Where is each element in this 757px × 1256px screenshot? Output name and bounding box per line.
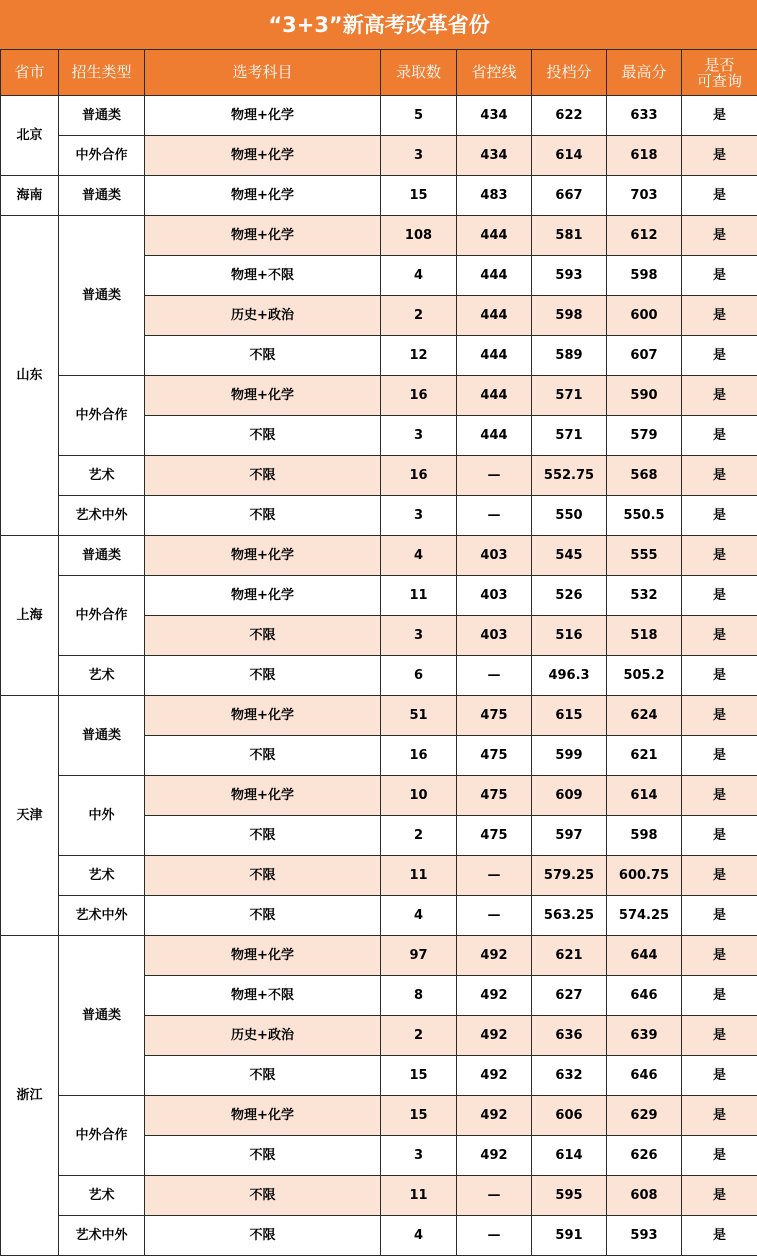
filing-score-cell: 595 xyxy=(532,1176,607,1216)
category-cell: 中外合作 xyxy=(59,376,145,456)
filing-score-cell: 552.75 xyxy=(532,456,607,496)
filing-score-cell: 591 xyxy=(532,1216,607,1256)
queryable-cell: 是 xyxy=(682,816,757,856)
filing-score-cell: 496.3 xyxy=(532,656,607,696)
control-line-cell: — xyxy=(457,1216,532,1256)
count-cell: 6 xyxy=(381,656,457,696)
category-cell: 普通类 xyxy=(59,96,145,136)
control-line-cell: 403 xyxy=(457,536,532,576)
count-cell: 2 xyxy=(381,1016,457,1056)
count-cell: 3 xyxy=(381,136,457,176)
queryable-cell: 是 xyxy=(682,496,757,536)
max-score-cell: 600.75 xyxy=(607,856,682,896)
category-cell: 艺术中外 xyxy=(59,896,145,936)
table-row xyxy=(1,776,757,816)
table-row xyxy=(1,376,757,416)
count-cell: 11 xyxy=(381,856,457,896)
count-cell: 97 xyxy=(381,936,457,976)
table-row xyxy=(1,216,757,256)
count-cell: 16 xyxy=(381,376,457,416)
filing-score-cell: 571 xyxy=(532,376,607,416)
control-line-cell: 444 xyxy=(457,336,532,376)
control-line-cell: 444 xyxy=(457,376,532,416)
count-cell: 15 xyxy=(381,176,457,216)
count-cell: 10 xyxy=(381,776,457,816)
category-cell: 艺术 xyxy=(59,456,145,496)
control-line-cell: 492 xyxy=(457,936,532,976)
max-score-cell: 532 xyxy=(607,576,682,616)
subject-cell: 不限 xyxy=(145,1176,381,1216)
control-line-cell: — xyxy=(457,856,532,896)
subject-cell: 不限 xyxy=(145,496,381,536)
max-score-cell: 626 xyxy=(607,1136,682,1176)
max-score-cell: 644 xyxy=(607,936,682,976)
control-line-cell: 444 xyxy=(457,216,532,256)
count-cell: 2 xyxy=(381,816,457,856)
control-line-cell: 444 xyxy=(457,416,532,456)
max-score-cell: 550.5 xyxy=(607,496,682,536)
subject-cell: 物理+化学 xyxy=(145,376,381,416)
category-cell: 普通类 xyxy=(59,696,145,776)
category-cell: 艺术 xyxy=(59,856,145,896)
max-score-cell: 633 xyxy=(607,96,682,136)
subject-cell: 物理+化学 xyxy=(145,136,381,176)
queryable-cell: 是 xyxy=(682,256,757,296)
count-cell: 108 xyxy=(381,216,457,256)
control-line-cell: 492 xyxy=(457,1096,532,1136)
column-header: 是否 可查询 xyxy=(682,50,757,96)
control-line-cell: 434 xyxy=(457,136,532,176)
table-row xyxy=(1,456,757,496)
table-row xyxy=(1,656,757,696)
category-cell: 普通类 xyxy=(59,216,145,376)
queryable-cell: 是 xyxy=(682,1096,757,1136)
table-row xyxy=(1,696,757,736)
control-line-cell: 444 xyxy=(457,256,532,296)
queryable-cell: 是 xyxy=(682,656,757,696)
max-score-cell: 621 xyxy=(607,736,682,776)
table-row xyxy=(1,896,757,936)
control-line-cell: 492 xyxy=(457,1136,532,1176)
queryable-cell: 是 xyxy=(682,616,757,656)
control-line-cell: 434 xyxy=(457,96,532,136)
control-line-cell: — xyxy=(457,496,532,536)
subject-cell: 不限 xyxy=(145,416,381,456)
table-row xyxy=(1,1216,757,1256)
category-cell: 普通类 xyxy=(59,936,145,1096)
count-cell: 16 xyxy=(381,736,457,776)
count-cell: 3 xyxy=(381,416,457,456)
queryable-cell: 是 xyxy=(682,376,757,416)
max-score-cell: 624 xyxy=(607,696,682,736)
subject-cell: 物理+化学 xyxy=(145,216,381,256)
filing-score-cell: 581 xyxy=(532,216,607,256)
province-cell: 山东 xyxy=(1,216,59,536)
subject-cell: 物理+化学 xyxy=(145,576,381,616)
count-cell: 2 xyxy=(381,296,457,336)
control-line-cell: 403 xyxy=(457,616,532,656)
max-score-cell: 607 xyxy=(607,336,682,376)
queryable-cell: 是 xyxy=(682,776,757,816)
queryable-cell: 是 xyxy=(682,1176,757,1216)
filing-score-cell: 550 xyxy=(532,496,607,536)
queryable-cell: 是 xyxy=(682,456,757,496)
filing-score-cell: 614 xyxy=(532,1136,607,1176)
filing-score-cell: 636 xyxy=(532,1016,607,1056)
column-header: 投档分 xyxy=(532,50,607,96)
count-cell: 3 xyxy=(381,496,457,536)
table-row xyxy=(1,936,757,976)
queryable-cell: 是 xyxy=(682,856,757,896)
queryable-cell: 是 xyxy=(682,1056,757,1096)
category-cell: 中外合作 xyxy=(59,1096,145,1176)
max-score-cell: 629 xyxy=(607,1096,682,1136)
queryable-cell: 是 xyxy=(682,1136,757,1176)
category-cell: 普通类 xyxy=(59,536,145,576)
table-row xyxy=(1,856,757,896)
filing-score-cell: 621 xyxy=(532,936,607,976)
queryable-cell: 是 xyxy=(682,1216,757,1256)
max-score-cell: 598 xyxy=(607,256,682,296)
count-cell: 8 xyxy=(381,976,457,1016)
subject-cell: 历史+政治 xyxy=(145,1016,381,1056)
subject-cell: 不限 xyxy=(145,816,381,856)
subject-cell: 物理+化学 xyxy=(145,776,381,816)
max-score-cell: 579 xyxy=(607,416,682,456)
category-cell: 艺术中外 xyxy=(59,1216,145,1256)
category-cell: 艺术 xyxy=(59,656,145,696)
queryable-cell: 是 xyxy=(682,336,757,376)
table-row xyxy=(1,1096,757,1136)
subject-cell: 不限 xyxy=(145,1056,381,1096)
filing-score-cell: 622 xyxy=(532,96,607,136)
queryable-cell: 是 xyxy=(682,176,757,216)
category-cell: 中外合作 xyxy=(59,576,145,656)
province-cell: 上海 xyxy=(1,536,59,696)
subject-cell: 历史+政治 xyxy=(145,296,381,336)
filing-score-cell: 571 xyxy=(532,416,607,456)
filing-score-cell: 598 xyxy=(532,296,607,336)
control-line-cell: 483 xyxy=(457,176,532,216)
subject-cell: 物理+化学 xyxy=(145,696,381,736)
column-header: 招生类型 xyxy=(59,50,145,96)
count-cell: 15 xyxy=(381,1096,457,1136)
queryable-cell: 是 xyxy=(682,296,757,336)
subject-cell: 物理+化学 xyxy=(145,96,381,136)
category-cell: 艺术 xyxy=(59,1176,145,1216)
control-line-cell: — xyxy=(457,456,532,496)
queryable-cell: 是 xyxy=(682,896,757,936)
category-cell: 中外合作 xyxy=(59,136,145,176)
table-row xyxy=(1,576,757,616)
filing-score-cell: 579.25 xyxy=(532,856,607,896)
filing-score-cell: 545 xyxy=(532,536,607,576)
queryable-cell: 是 xyxy=(682,136,757,176)
subject-cell: 物理+化学 xyxy=(145,536,381,576)
table-row xyxy=(1,1176,757,1216)
max-score-cell: 598 xyxy=(607,816,682,856)
subject-cell: 不限 xyxy=(145,616,381,656)
category-cell: 普通类 xyxy=(59,176,145,216)
control-line-cell: 492 xyxy=(457,1016,532,1056)
queryable-cell: 是 xyxy=(682,936,757,976)
count-cell: 15 xyxy=(381,1056,457,1096)
header-row xyxy=(1,50,757,96)
count-cell: 3 xyxy=(381,1136,457,1176)
filing-score-cell: 589 xyxy=(532,336,607,376)
filing-score-cell: 609 xyxy=(532,776,607,816)
max-score-cell: 505.2 xyxy=(607,656,682,696)
count-cell: 4 xyxy=(381,536,457,576)
max-score-cell: 574.25 xyxy=(607,896,682,936)
count-cell: 12 xyxy=(381,336,457,376)
table-row xyxy=(1,176,757,216)
count-cell: 11 xyxy=(381,576,457,616)
subject-cell: 不限 xyxy=(145,1216,381,1256)
subject-cell: 物理+化学 xyxy=(145,176,381,216)
control-line-cell: — xyxy=(457,656,532,696)
filing-score-cell: 627 xyxy=(532,976,607,1016)
table-row xyxy=(1,136,757,176)
subject-cell: 不限 xyxy=(145,336,381,376)
table-row xyxy=(1,96,757,136)
filing-score-cell: 516 xyxy=(532,616,607,656)
max-score-cell: 646 xyxy=(607,1056,682,1096)
column-header: 录取数 xyxy=(381,50,457,96)
province-cell: 天津 xyxy=(1,696,59,936)
subject-cell: 物理+化学 xyxy=(145,936,381,976)
category-cell: 中外 xyxy=(59,776,145,856)
max-score-cell: 639 xyxy=(607,1016,682,1056)
max-score-cell: 646 xyxy=(607,976,682,1016)
control-line-cell: — xyxy=(457,1176,532,1216)
control-line-cell: 403 xyxy=(457,576,532,616)
count-cell: 3 xyxy=(381,616,457,656)
column-header: 省控线 xyxy=(457,50,532,96)
count-cell: 16 xyxy=(381,456,457,496)
filing-score-cell: 597 xyxy=(532,816,607,856)
queryable-cell: 是 xyxy=(682,736,757,776)
control-line-cell: 475 xyxy=(457,696,532,736)
subject-cell: 不限 xyxy=(145,656,381,696)
control-line-cell: 492 xyxy=(457,976,532,1016)
queryable-cell: 是 xyxy=(682,416,757,456)
queryable-cell: 是 xyxy=(682,976,757,1016)
filing-score-cell: 593 xyxy=(532,256,607,296)
max-score-cell: 518 xyxy=(607,616,682,656)
province-cell: 浙江 xyxy=(1,936,59,1256)
filing-score-cell: 599 xyxy=(532,736,607,776)
column-header: 最高分 xyxy=(607,50,682,96)
filing-score-cell: 614 xyxy=(532,136,607,176)
queryable-cell: 是 xyxy=(682,216,757,256)
control-line-cell: 444 xyxy=(457,296,532,336)
control-line-cell: 475 xyxy=(457,816,532,856)
queryable-cell: 是 xyxy=(682,536,757,576)
subject-cell: 不限 xyxy=(145,1136,381,1176)
column-header: 省市 xyxy=(1,50,59,96)
filing-score-cell: 615 xyxy=(532,696,607,736)
max-score-cell: 568 xyxy=(607,456,682,496)
filing-score-cell: 606 xyxy=(532,1096,607,1136)
subject-cell: 不限 xyxy=(145,736,381,776)
count-cell: 4 xyxy=(381,896,457,936)
max-score-cell: 600 xyxy=(607,296,682,336)
control-line-cell: 475 xyxy=(457,736,532,776)
table-row xyxy=(1,536,757,576)
queryable-cell: 是 xyxy=(682,696,757,736)
province-cell: 北京 xyxy=(1,96,59,176)
count-cell: 51 xyxy=(381,696,457,736)
queryable-cell: 是 xyxy=(682,576,757,616)
max-score-cell: 618 xyxy=(607,136,682,176)
filing-score-cell: 632 xyxy=(532,1056,607,1096)
max-score-cell: 593 xyxy=(607,1216,682,1256)
max-score-cell: 608 xyxy=(607,1176,682,1216)
table-title: “3+3”新高考改革省份 xyxy=(1,1,757,50)
max-score-cell: 703 xyxy=(607,176,682,216)
subject-cell: 不限 xyxy=(145,856,381,896)
table-row xyxy=(1,496,757,536)
province-cell: 海南 xyxy=(1,176,59,216)
category-cell: 艺术中外 xyxy=(59,496,145,536)
queryable-cell: 是 xyxy=(682,96,757,136)
subject-cell: 物理+不限 xyxy=(145,256,381,296)
count-cell: 4 xyxy=(381,1216,457,1256)
control-line-cell: — xyxy=(457,896,532,936)
control-line-cell: 475 xyxy=(457,776,532,816)
control-line-cell: 492 xyxy=(457,1056,532,1096)
subject-cell: 物理+不限 xyxy=(145,976,381,1016)
count-cell: 5 xyxy=(381,96,457,136)
max-score-cell: 614 xyxy=(607,776,682,816)
max-score-cell: 555 xyxy=(607,536,682,576)
max-score-cell: 612 xyxy=(607,216,682,256)
filing-score-cell: 667 xyxy=(532,176,607,216)
filing-score-cell: 526 xyxy=(532,576,607,616)
count-cell: 4 xyxy=(381,256,457,296)
queryable-cell: 是 xyxy=(682,1016,757,1056)
subject-cell: 不限 xyxy=(145,896,381,936)
column-header: 选考科目 xyxy=(145,50,381,96)
count-cell: 11 xyxy=(381,1176,457,1216)
subject-cell: 物理+化学 xyxy=(145,1096,381,1136)
subject-cell: 不限 xyxy=(145,456,381,496)
max-score-cell: 590 xyxy=(607,376,682,416)
filing-score-cell: 563.25 xyxy=(532,896,607,936)
